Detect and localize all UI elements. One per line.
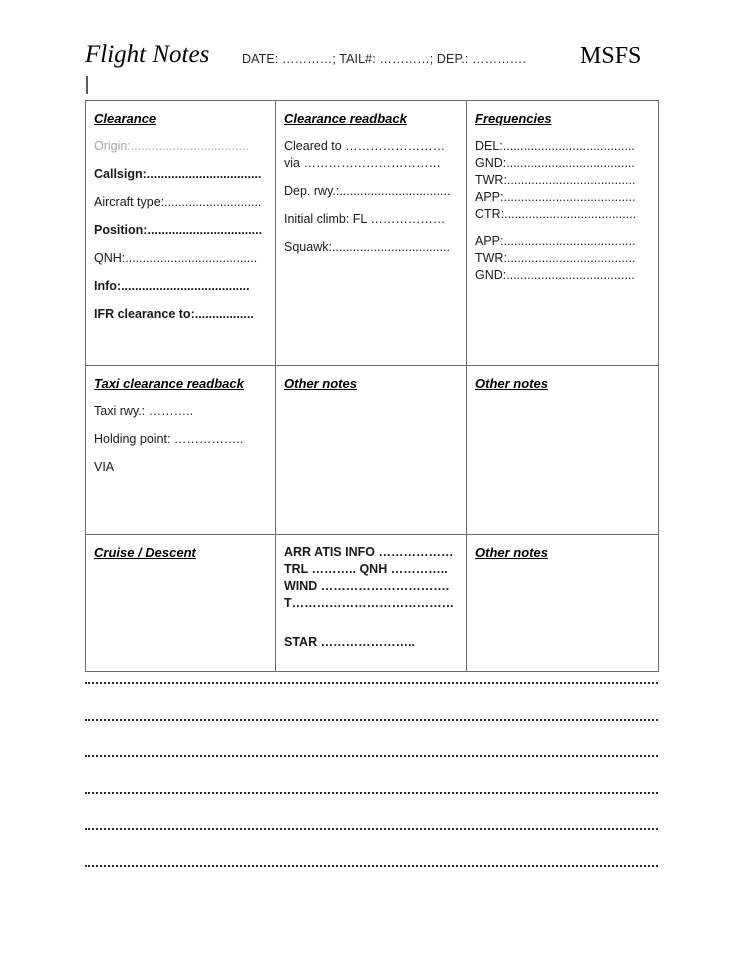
cell-arrival-atis[interactable] [276,535,467,672]
cell-heading-clearance: Clearance [94,111,157,126]
text-cursor-caret [86,76,88,94]
field-dep-rwy[interactable]: Dep. rwy.:................................ [284,184,451,198]
cell-heading-cruise-descent: Cruise / Descent [94,545,196,560]
field-temperature[interactable]: T………………………………… [284,596,455,610]
ruled-line[interactable] [85,719,658,721]
field-via[interactable]: via …………………………… [284,156,441,170]
arrival-group-spacer [283,613,458,635]
field-aircraft-type[interactable]: Aircraft type:............................ [94,195,262,209]
ruled-line[interactable] [85,792,658,794]
brand-label: MSFS [580,43,642,69]
field-freq-ctr[interactable]: CTR:...................................... [475,207,637,221]
cell-other-notes-frequencies[interactable] [467,366,659,535]
field-freq-twr-1[interactable]: TWR:..................................... [475,173,636,187]
field-freq-app-1[interactable]: APP:...................................... [475,190,636,204]
page-header [85,40,665,80]
frequency-group-spacer [474,224,650,234]
field-via[interactable]: VIA [94,460,115,474]
field-holding-point[interactable]: Holding point: …………….. [94,432,244,446]
cell-heading-taxi-clearance-readback: Taxi clearance readback [94,376,244,391]
field-wind[interactable]: WIND …………………………. [284,579,450,593]
table-row [86,366,659,535]
field-freq-gnd-2[interactable]: GND:..................................... [475,268,635,282]
field-info[interactable]: Info:..................................... [94,279,250,293]
cell-other-notes-arrival[interactable] [467,535,659,672]
table-row [86,535,659,672]
cell-taxi-clearance-readback[interactable] [86,366,276,535]
cell-heading-clearance-readback: Clearance readback [284,111,407,126]
cell-heading-other-notes-arrival: Other notes [475,545,548,560]
field-freq-app-2[interactable]: APP:...................................... [475,234,636,248]
field-freq-twr-2[interactable]: TWR:..................................... [475,251,636,265]
cell-heading-other-notes-frequencies: Other notes [475,376,548,391]
cell-clearance-readback[interactable] [276,101,467,366]
cell-cruise-descent[interactable] [86,535,276,672]
field-freq-gnd-1[interactable]: GND:..................................... [475,156,635,170]
field-origin[interactable]: Origin:.................................. [94,139,249,153]
page-title: Flight Notes [85,41,210,68]
field-position[interactable]: Position:................................. [94,223,263,237]
field-squawk[interactable]: Squawk:.................................. [284,240,451,254]
ruled-line[interactable] [85,682,658,684]
field-arr-atis-info[interactable]: ARR ATIS INFO ……………… [284,545,454,559]
field-ifr-clearance-to[interactable]: IFR clearance to:................. [94,307,254,321]
field-trl-qnh[interactable]: TRL ……….. QNH ………….. [284,562,448,576]
cell-heading-frequencies: Frequencies [475,111,552,126]
cell-clearance[interactable] [86,101,276,366]
header-date-tail-dep-line[interactable]: DATE: …………; TAIL#: …………; DEP.: …………. [242,52,526,66]
cell-heading-other-notes-taxi: Other notes [284,376,357,391]
field-taxi-rwy[interactable]: Taxi rwy.: ……….. [94,404,194,418]
table-row [86,101,659,366]
field-initial-climb[interactable]: Initial climb: FL ……………… [284,212,446,226]
field-cleared-to[interactable]: Cleared to …………………… [284,139,446,153]
cell-frequencies[interactable] [467,101,659,366]
field-callsign[interactable]: Callsign:................................. [94,167,262,181]
field-star[interactable]: STAR ………………….. [284,635,416,649]
ruled-line[interactable] [85,865,658,867]
ruled-line[interactable] [85,828,658,830]
field-freq-del[interactable]: DEL:...................................... [475,139,635,153]
field-qnh[interactable]: QNH:...................................... [94,251,258,265]
ruled-writing-lines [85,682,658,901]
ruled-line[interactable] [85,755,658,757]
flight-notes-table [85,100,659,672]
cell-other-notes-taxi[interactable] [276,366,467,535]
